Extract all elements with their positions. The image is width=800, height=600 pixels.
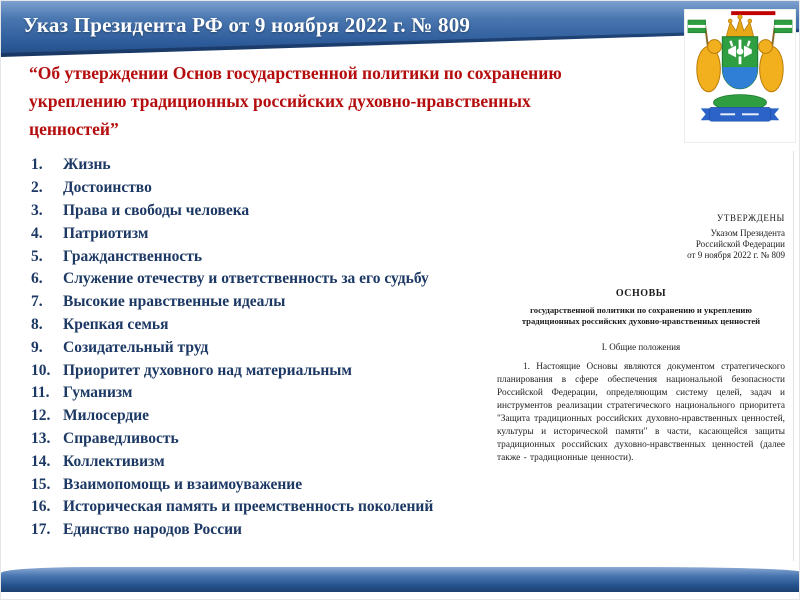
list-item-number: 4. — [31, 224, 43, 242]
list-item-label: Историческая память и преемственность поколений — [63, 498, 434, 516]
list-item-label: Жизнь — [63, 156, 111, 174]
title-banner — [1, 1, 800, 63]
values-list — [31, 154, 531, 542]
list-item-number: 5. — [31, 247, 43, 265]
list-item-number: 10. — [31, 361, 51, 379]
list-item-label: Милосердие — [63, 407, 150, 425]
list-item-number: 17. — [31, 521, 51, 539]
list-item-number: 2. — [31, 179, 43, 197]
list-item-number: 15. — [31, 475, 51, 493]
banner-title: Указ Президента РФ от 9 ноября 2022 г. № 809 — [23, 13, 471, 37]
list-item — [31, 314, 531, 337]
list-item-label: Патриотизм — [63, 224, 149, 242]
list-item-label: Взаимопомощь и взаимоуважение — [63, 475, 303, 493]
list-item — [31, 291, 531, 314]
list-item — [31, 268, 531, 291]
list-item-number: 9. — [31, 338, 43, 356]
list-item — [31, 519, 531, 542]
list-item — [31, 473, 531, 496]
list-item-label: Служение отечеству и ответственность за его судьбу — [63, 270, 429, 288]
list-item — [31, 450, 531, 473]
list-item — [31, 200, 531, 223]
list-item — [31, 405, 531, 428]
doc-approved-by-line: Российской Федерации — [695, 239, 785, 249]
list-item-number: 12. — [31, 407, 51, 425]
list-item-label: Права и свободы человека — [63, 201, 250, 219]
decree-heading-line: укреплению традиционных российских духовно-нравственных — [29, 91, 531, 111]
list-item — [31, 336, 531, 359]
list-item-label: Единство народов России — [63, 521, 242, 539]
list-item-number: 13. — [31, 429, 51, 447]
doc-paragraph: 1. Настоящие Основы являются документом стратегического планирования в сфере обеспечения национальной безопасности Российской Федерации, определяющим систему целей, задач и инструментов реализации стратегического национального приоритета "Защита традиционных российских духовно-нравственных ценностей, культуры и исторической памяти" в части, касающейся защиты традиционных российских духовно-нравственных ценностей (далее также - традиционные ценности). — [497, 362, 785, 463]
doc-title: ОСНОВЫ — [615, 288, 667, 299]
doc-approved-by-line: от 9 ноября 2022 г. № 809 — [687, 250, 785, 260]
list-item-label: Достоинство — [63, 179, 152, 197]
emblem-box — [684, 9, 796, 143]
list-item — [31, 222, 531, 245]
decree-heading-line: “Об утверждении Основ государственной политики по сохранению — [29, 63, 562, 83]
doc-approved-label: УТВЕРЖДЕНЫ — [716, 213, 785, 223]
list-item-number: 16. — [31, 498, 51, 516]
list-item-label: Гражданственность — [63, 247, 203, 265]
decree-heading-line: ценностей” — [29, 119, 119, 139]
doc-approved-by — [497, 228, 785, 261]
list-item-label: Высокие нравственные идеалы — [63, 293, 286, 311]
list-item-label: Гуманизм — [63, 384, 133, 402]
list-item — [31, 359, 531, 382]
list-item-number: 7. — [31, 293, 43, 311]
list-item-number: 6. — [31, 270, 43, 288]
list-item-label: Коллективизм — [63, 452, 165, 470]
list-item — [31, 154, 531, 177]
doc-approved-by-line: Указом Президента — [710, 228, 785, 238]
list-item-label: Справедливость — [63, 429, 179, 447]
list-item — [31, 245, 531, 268]
list-item-label: Приоритет духовного над материальным — [63, 361, 352, 379]
list-item — [31, 177, 531, 200]
list-item — [31, 428, 531, 451]
doc-subtitle: государственной политики по сохранению и укреплению традиционных российских духовно-нравственных ценностей — [521, 305, 761, 326]
list-item-number: 3. — [31, 201, 43, 219]
list-item — [31, 382, 531, 405]
decree-heading — [29, 59, 689, 143]
list-item-label: Крепкая семья — [63, 315, 169, 333]
list-item — [31, 496, 531, 519]
list-item-number: 11. — [31, 384, 50, 402]
document-page — [487, 151, 794, 561]
bottom-accent-bar — [1, 567, 800, 592]
list-item-label: Созидательный труд — [63, 338, 209, 356]
list-item-number: 8. — [31, 315, 43, 333]
coat-of-arms-icon — [685, 10, 795, 142]
list-item-number: 14. — [31, 452, 51, 470]
list-item-number: 1. — [31, 156, 43, 174]
doc-section-heading: I. Общие положения — [601, 342, 681, 352]
